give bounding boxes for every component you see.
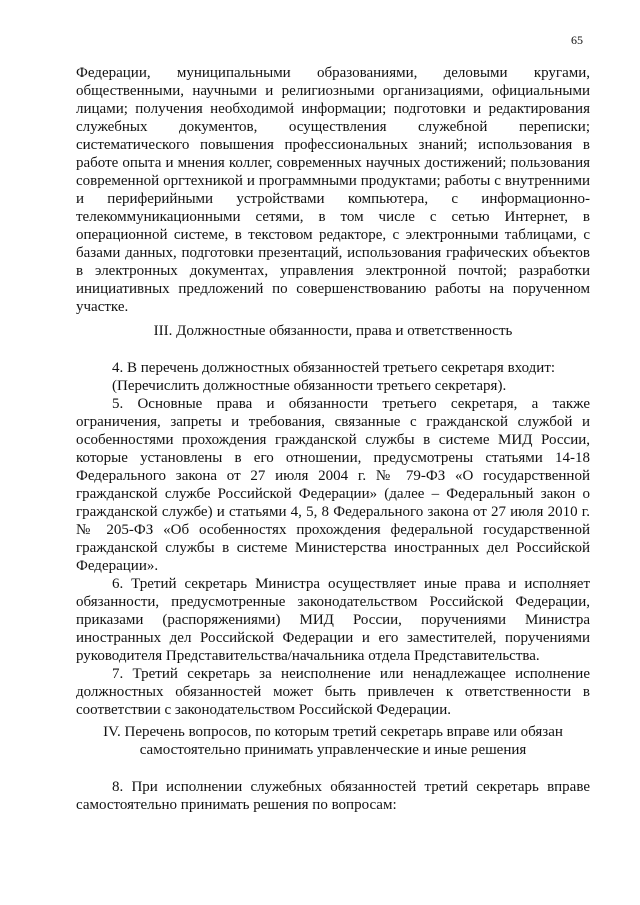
body-line: особенностями прохождения гражданской службы в системе МИД России, bbox=[76, 432, 590, 448]
section-heading: IV. Перечень вопросов, по которым третий секретарь вправе или обязан bbox=[103, 724, 563, 740]
body-line: соответствии с законодательством Российской Федерации. bbox=[76, 702, 451, 718]
section-heading: самостоятельно принимать управленческие и иные решения bbox=[139, 742, 527, 758]
body-line: руководителя Представительства/начальника отдела Представительства. bbox=[76, 648, 540, 664]
body-line: гражданской службы в системе Министерства иностранных дел Российской bbox=[76, 540, 590, 556]
body-line: лицами; получения необходимой информации; подготовки и редактирования bbox=[76, 101, 590, 117]
body-line: базами данных, подготовки презентаций, использования графических объектов bbox=[76, 245, 590, 261]
body-line: гражданской службе Российской Федерации» (далее – Федеральный закон о bbox=[76, 486, 590, 502]
body-line: которые установлены в его отношении, предусмотрены статьями 14-18 bbox=[76, 450, 590, 466]
body-line: 4. В перечень должностных обязанностей третьего секретаря входит: bbox=[112, 360, 556, 376]
page-number: 65 bbox=[571, 33, 583, 47]
body-line: современной оргтехникой и программными продуктами; работы с внутренними bbox=[76, 173, 590, 189]
body-line: № 205-ФЗ «Об особенностях прохождения федеральной государственной bbox=[76, 522, 590, 538]
body-line: систематического повышения профессиональных знаний; использования в bbox=[76, 137, 590, 153]
body-line: самостоятельно принимать решения по вопросам: bbox=[76, 797, 397, 813]
body-line: (Перечислить должностные обязанности третьего секретаря). bbox=[112, 378, 507, 394]
body-line: гражданской службе) и статьями 4, 5, 8 Федерального закона от 27 июля 2010 г. bbox=[76, 504, 590, 520]
body-line: и периферийными устройствами компьютера, с информационно- bbox=[76, 191, 590, 207]
body-line: операционной системе, в текстовом редакторе, с электронными таблицами, с bbox=[76, 227, 590, 243]
body-line: ограничения, запреты и требования, связанные с гражданской службой и bbox=[76, 414, 590, 430]
body-line: инициативных предложений по совершенствованию работы на порученном bbox=[76, 281, 590, 297]
body-line: приказами (распоряжениями) МИД России, поручениями Министра bbox=[76, 612, 590, 628]
body-line: 6. Третий секретарь Министра осуществляет иные права и исполняет bbox=[112, 576, 590, 592]
body-line: 7. Третий секретарь за неисполнение или ненадлежащее исполнение bbox=[112, 666, 590, 682]
body-line: Федерального закона от 27 июля 2004 г. № 79-ФЗ «О государственной bbox=[76, 468, 590, 484]
body-line: участке. bbox=[76, 299, 129, 315]
body-line: должностных обязанностей может быть привлечен к ответственности в bbox=[76, 684, 590, 700]
body-line: Федерации, муниципальными образованиями, деловыми кругами, bbox=[76, 65, 590, 81]
body-line: 8. При исполнении служебных обязанностей третий секретарь вправе bbox=[112, 779, 590, 795]
body-line: в электронных документах, управления электронной почтой; разработки bbox=[76, 263, 590, 279]
body-line: 5. Основные права и обязанности третьего секретаря, а также bbox=[112, 396, 590, 412]
body-line: иностранных дел Российской Федерации и его заместителей, поручениями bbox=[76, 630, 590, 646]
body-line: обязанности, предусмотренные законодательством Российской Федерации, bbox=[76, 594, 590, 610]
body-line: работе опыта и мнения коллег, современных научных достижений; пользования bbox=[76, 155, 590, 171]
section-heading: III. Должностные обязанности, права и ответственность bbox=[153, 323, 513, 339]
body-line: общественными, научными и религиозными организациями, официальными bbox=[76, 83, 590, 99]
body-line: Федерации». bbox=[76, 558, 159, 574]
body-line: телекоммуникационными сетями, в том числе с сетью Интернет, в bbox=[76, 209, 590, 225]
body-line: служебных документов, осуществления служебной переписки; bbox=[76, 119, 590, 135]
